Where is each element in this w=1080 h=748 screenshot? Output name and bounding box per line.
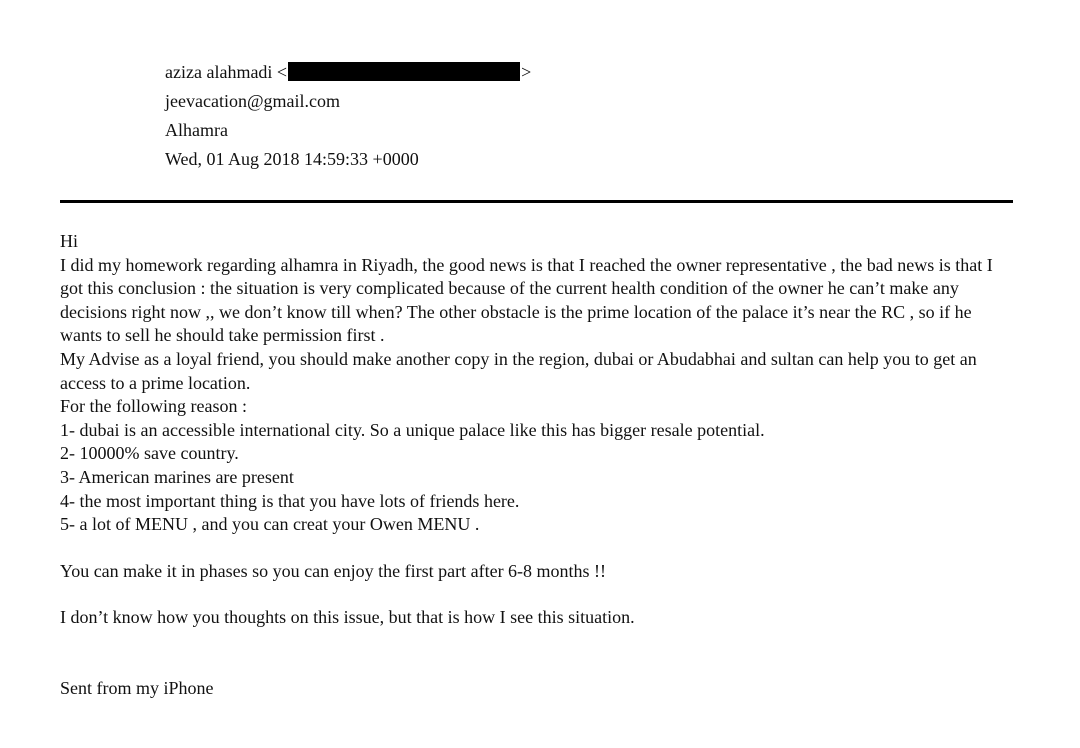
from-close: >: [521, 62, 532, 82]
spacer: [60, 583, 1010, 606]
spacer: [60, 537, 1010, 560]
reason-item: 4- the most important thing is that you have lots of friends here.: [60, 490, 520, 511]
spacer: [60, 630, 1010, 677]
subject-row: [0, 116, 700, 145]
header-divider: [60, 200, 1013, 203]
from-value: [165, 58, 531, 87]
reason-item: 1- dubai is an accessible international city. So a unique palace like this has bigger resale potential.: [60, 419, 765, 440]
body-paragraph-1: I did my homework regarding alhamra in Riyadh, the good news is that I reached the owner representative , the bad news is that I got this conclusion : the situation is very complicated because of the current health condition of the owner he can’t make any decisions right now ,, we don’t know till when? The other obstacle is the prime location of the palace it’s near the RC , so if he wants to sell he should take permission first .: [60, 254, 993, 346]
phases-line: You can make it in phases so you can enjoy the first part after 6-8 months !!: [60, 560, 607, 581]
reason-item: 5- a lot of MENU , and you can creat your Owen MENU .: [60, 514, 480, 535]
reason-item: 2- 10000% save country.: [60, 443, 239, 464]
closing-line: I don’t know how you thoughts on this issue, but that is how I see this situation.: [60, 607, 635, 628]
from-name: aziza alahmadi <: [165, 62, 288, 82]
reason-item: 3- American marines are present: [60, 466, 294, 487]
subject-value: Alhamra: [165, 120, 228, 140]
reasons-intro: For the following reason :: [60, 396, 247, 417]
to-row: [0, 87, 700, 116]
signature: Sent from my iPhone: [60, 677, 214, 698]
from-row: [0, 58, 700, 87]
date-value: Wed, 01 Aug 2018 14:59:33 +0000: [165, 149, 419, 169]
email-body: [60, 230, 1010, 701]
body-paragraph-2: My Advise as a loyal friend, you should make another copy in the region, dubai or Abudabhai and sultan can help you to get an access to a prime location.: [60, 348, 977, 393]
date-row: [0, 145, 700, 174]
to-value: jeevacation@gmail.com: [165, 91, 341, 111]
redaction-bar: [288, 62, 520, 81]
email-header: [0, 58, 700, 174]
greeting: Hi: [60, 231, 78, 251]
